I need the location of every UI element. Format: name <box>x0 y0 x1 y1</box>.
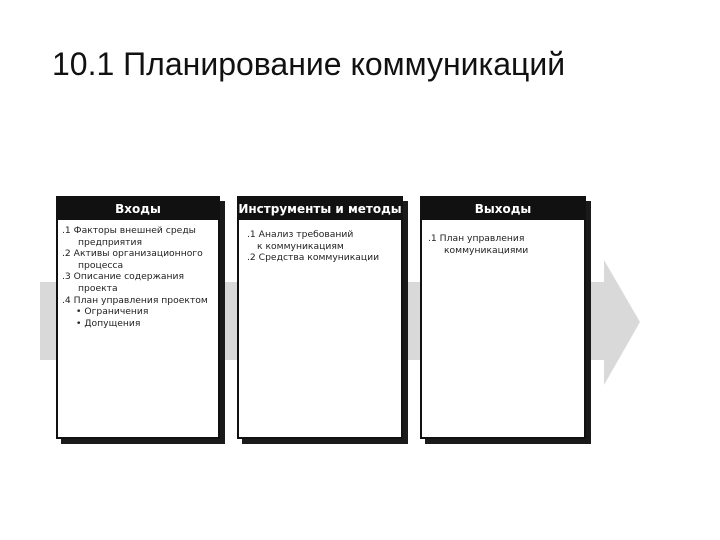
list-item: .2 Активы организационного <box>62 248 203 260</box>
list-item: • Ограничения <box>76 306 149 318</box>
list-item: .1 Факторы внешней среды <box>62 225 196 236</box>
list-item: .3 Описание содержания <box>62 271 185 283</box>
tools-panel-header: Инструменты и методы <box>237 196 403 220</box>
tools-panel <box>237 196 403 439</box>
list-item: .1 План управления <box>428 233 525 244</box>
list-item: проекта <box>78 282 118 294</box>
slide-title: 10.1 Планирование коммуникаций <box>52 46 566 82</box>
list-item: .1 Анализ требований <box>247 229 354 240</box>
inputs-panel-header: Входы <box>56 196 220 220</box>
tools-list <box>247 229 399 264</box>
outputs-panel <box>420 196 586 439</box>
outputs-panel-header: Выходы <box>420 196 586 220</box>
list-item: коммуникациями <box>444 244 529 256</box>
list-item: к коммуникациям <box>257 240 344 252</box>
list-item: .2 Средства коммуникации <box>247 252 380 264</box>
outputs-list <box>428 233 582 256</box>
list-item: .4 План управления проектом <box>62 294 208 306</box>
list-item: • Допущения <box>76 317 141 329</box>
list-item: предприятия <box>78 236 143 248</box>
inputs-list <box>62 225 216 329</box>
list-item: процесса <box>78 259 124 271</box>
inputs-panel <box>56 196 220 439</box>
